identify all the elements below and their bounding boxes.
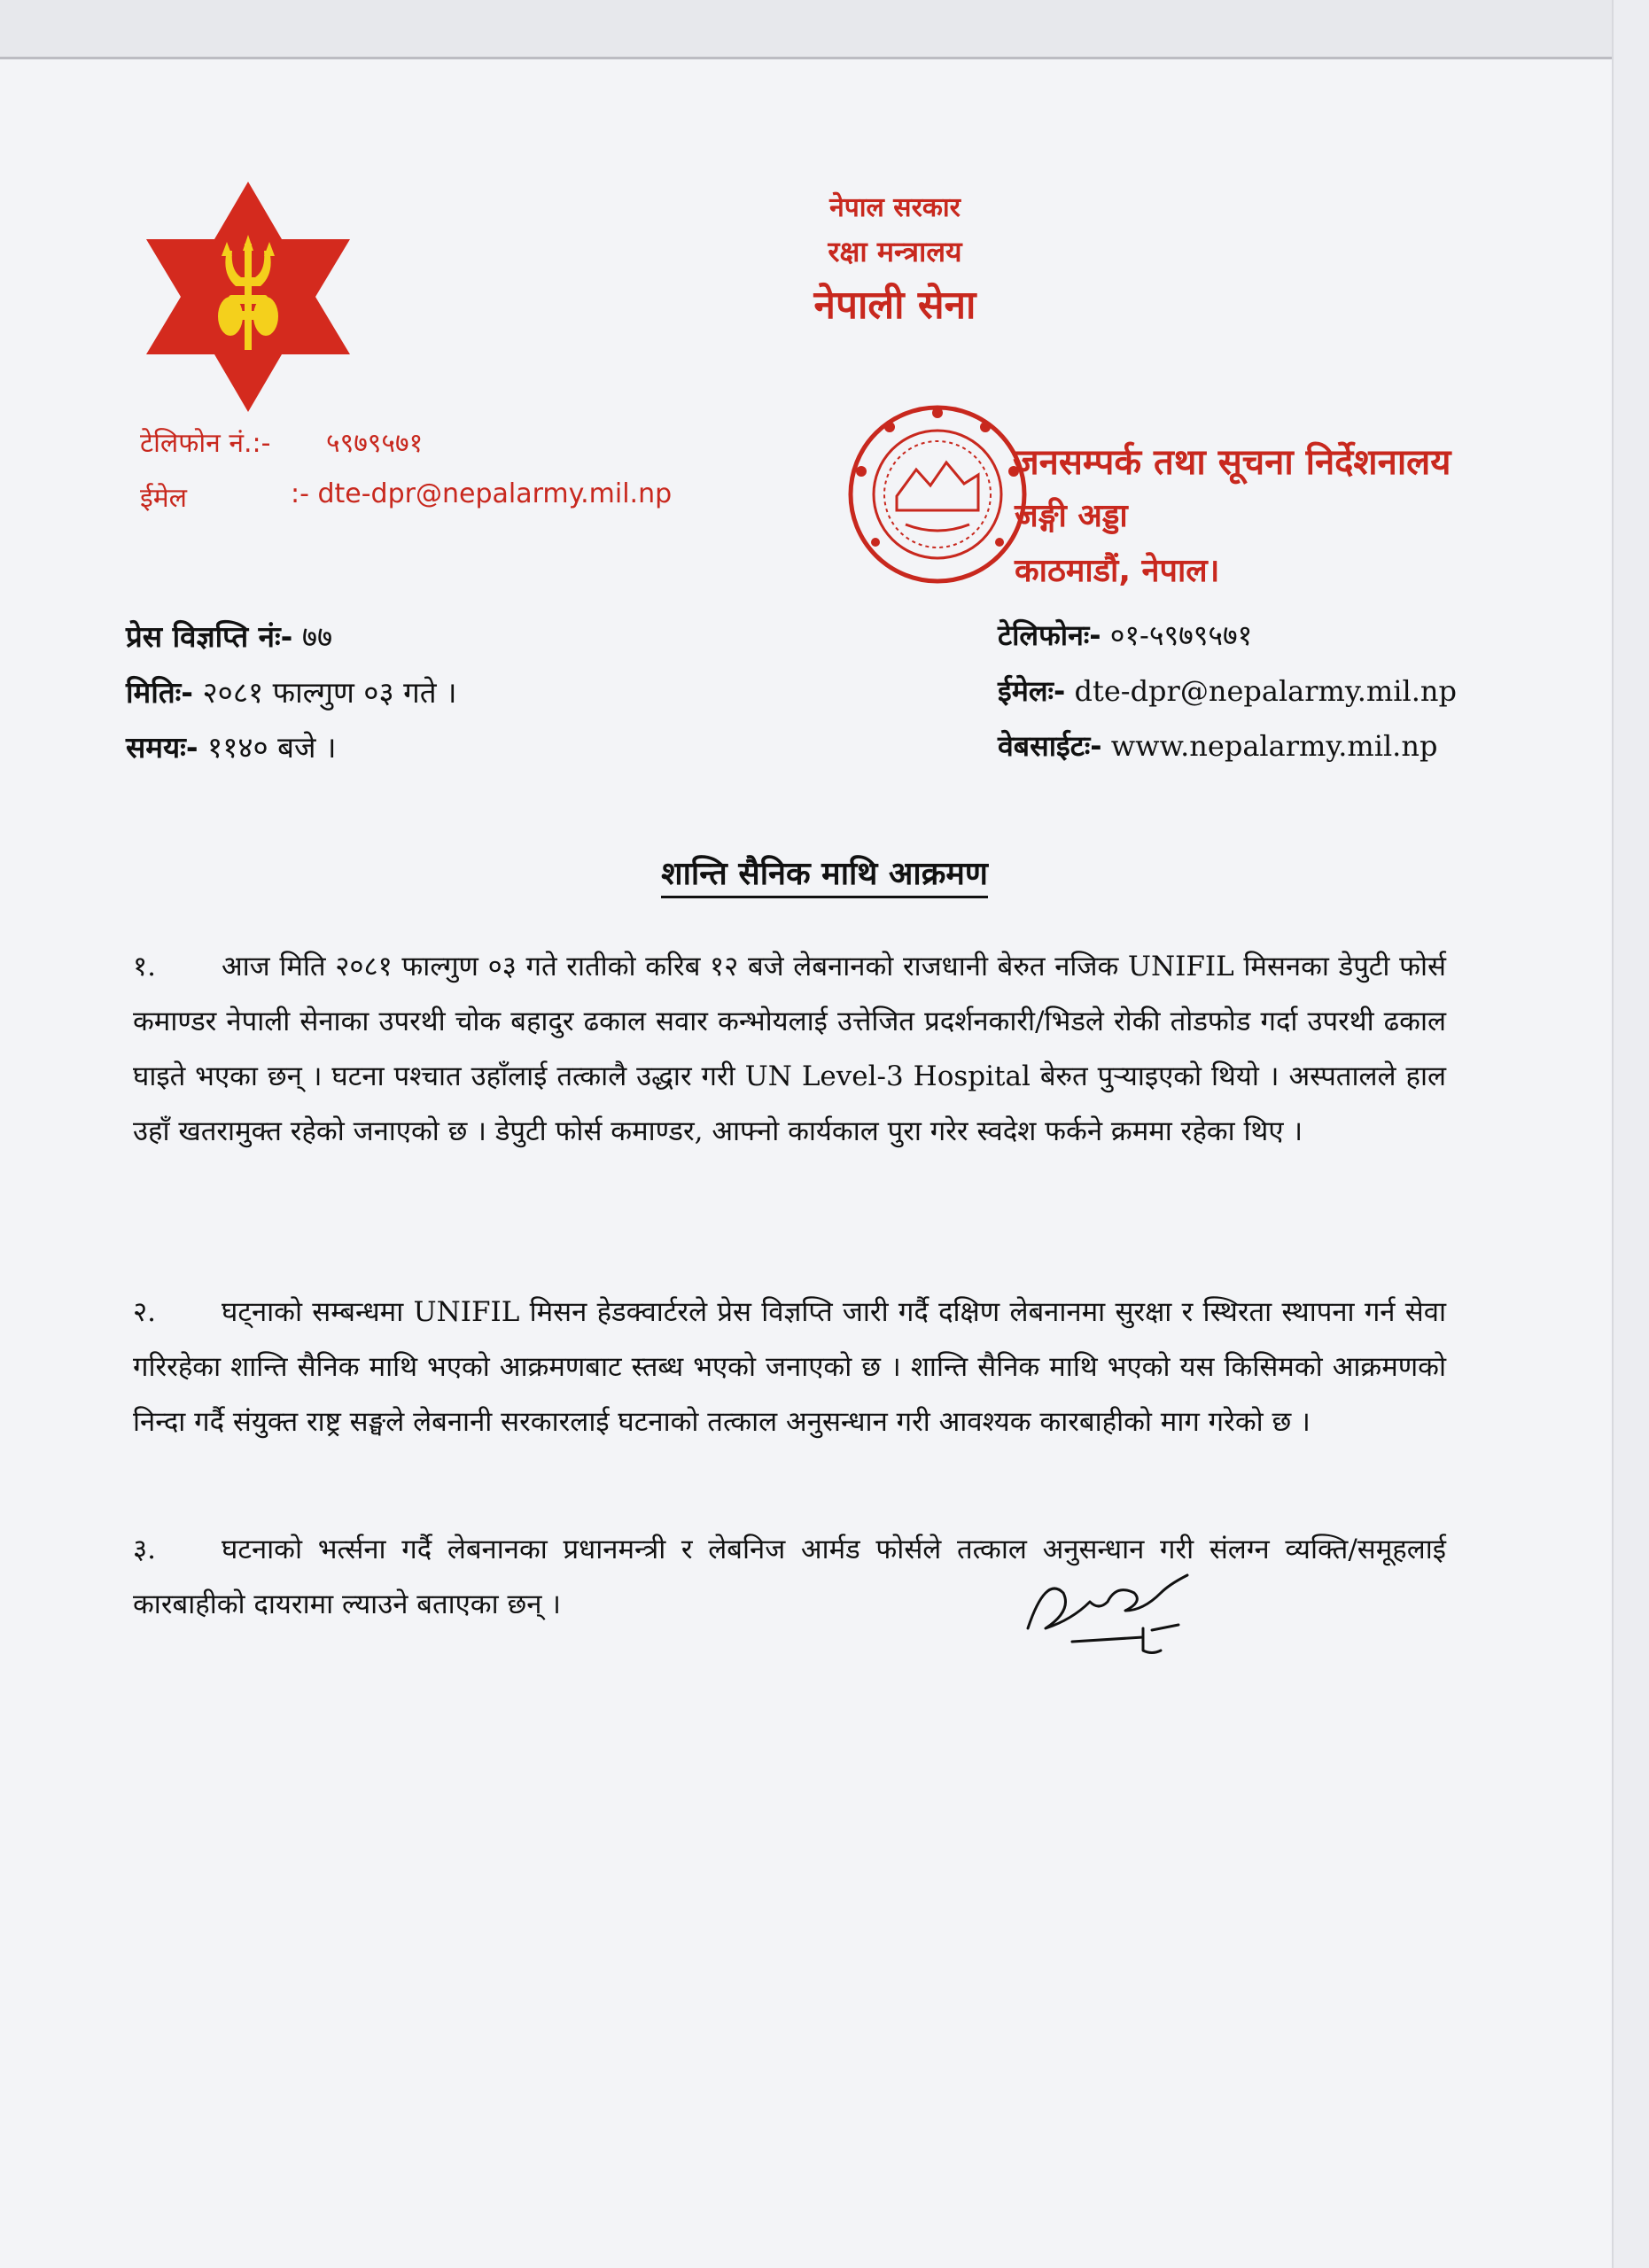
office-email-label: ईमेलः- xyxy=(998,674,1066,708)
document-title xyxy=(0,850,1649,894)
email-value: :- dte-dpr@nepalarmy.mil.np xyxy=(291,478,673,509)
title-text: शान्ति सैनिक माथि आक्रमण xyxy=(661,856,988,898)
letterhead-phone xyxy=(140,423,424,460)
press-value: ७७ xyxy=(301,619,333,654)
paragraph-text: घट्नाको सम्बन्धमा UNIFIL मिसन हेडक्वार्टरले प्रेस विज्ञप्ति जारी गर्दै दक्षिण लेबनानमा सुरक्षा र स्थिरता स्थापना गर्न सेवा गरिरहेका शान्ति सैनिक माथि भएको आक्रमणबाट स्तब्ध भएको जनाएको छ । शान्ति सैनिक माथि भएको यस किसिमको आक्रमणको निन्दा गर्दै संयुक्त राष्ट्र सङ्घले लेबनानी सरकारलाई घटनाको तत्काल अनुसन्धान गरी आवश्यक कारबाहीको माग गरेको छ । xyxy=(133,1296,1446,1438)
press-release-number xyxy=(126,616,332,656)
time-label: समयः- xyxy=(126,730,198,765)
directorate-seal-icon xyxy=(844,400,1031,588)
press-label: प्रेस विज्ञप्ति नंः- xyxy=(126,619,293,654)
scan-border-top xyxy=(0,0,1649,59)
paragraph-text: आज मिति २०८१ फाल्गुण ०३ गते रातीको करिब १२ बजे लेबनानको राजधानी बेरुत नजिक UNIFIL मिसनका डेपुटी फोर्स कमाण्डर नेपाली सेनाका उपरथी चोक बहादुर ढकाल सवार कन्भोयलाई उत्तेजित प्रदर्शनकारी/भिडले रोकी तोडफोड गर्दा उपरथी ढकाल घाइते भएका छन् । घटना पश्चात उहाँलाई तत्कालै उद्धार गरी UN Level-3 Hospital बेरुत पुऱ्याइएको थियो । अस्पतालले हाल उहाँ खतरामुक्त रहेको जनाएको छ । डेपुटी फोर्स कमाण्डर, आफ्नो कार्यकाल पुरा गरेर स्वदेश फर्कने क्रममा रहेका थिए । xyxy=(133,951,1446,1147)
letterhead-email xyxy=(140,478,673,515)
email-label: ईमेल xyxy=(140,483,188,514)
office-email xyxy=(998,672,1457,710)
paragraph-2 xyxy=(133,1285,1446,1449)
web-label: वेबसाईटः- xyxy=(998,729,1102,763)
paragraph-1 xyxy=(133,939,1446,1159)
date-label: मितिः- xyxy=(126,675,194,710)
date-value: २०८१ फाल्गुण ०३ गते । xyxy=(202,675,457,710)
release-date xyxy=(126,672,457,711)
scan-border-right xyxy=(1612,0,1649,2268)
paragraph-text: घटनाको भर्त्सना गर्दै लेबनानका प्रधानमन्त्री र लेबनिज आर्मड फोर्सले तत्काल अनुसन्धान गरी संलग्न व्यक्ति/समूहलाई कारबाहीको दायरामा ल्याउने बताएका छन् । xyxy=(133,1534,1446,1620)
signature-icon xyxy=(1019,1566,1214,1664)
gov-line-ministry: रक्षा मन्त्रालय xyxy=(828,235,962,268)
directorate-hq: जङ्गी अड्डा xyxy=(1015,498,1128,534)
phone-label: टेलिफोन नं.:- xyxy=(140,428,271,459)
paragraph-number: ३. xyxy=(133,1534,156,1565)
paragraph-number: २. xyxy=(133,1296,156,1328)
office-telephone xyxy=(998,616,1252,654)
gov-line-army: नेपाली सेना xyxy=(813,283,976,328)
paragraph-number: १. xyxy=(133,951,156,983)
tel-label: टेलिफोनः- xyxy=(998,618,1101,652)
directorate-name: जनसम्पर्क तथा सूचना निर्देशनालय xyxy=(1013,442,1451,483)
phone-value: ५९७९५७१ xyxy=(326,428,424,459)
office-email-value: dte-dpr@nepalarmy.mil.np xyxy=(1074,674,1457,708)
release-time xyxy=(126,726,337,766)
nepal-army-emblem-icon xyxy=(142,182,354,412)
office-website xyxy=(998,726,1437,765)
time-value: ११४० बजे । xyxy=(207,730,337,765)
gov-line-nepal-sarkar: नेपाल सरकार xyxy=(829,192,961,223)
directorate-location: काठमाडौं, नेपाल। xyxy=(1015,553,1220,589)
web-value: www.nepalarmy.mil.np xyxy=(1110,729,1438,763)
tel-value: ०१-५९७९५७१ xyxy=(1109,618,1253,652)
paragraph-3 xyxy=(133,1522,1446,1632)
